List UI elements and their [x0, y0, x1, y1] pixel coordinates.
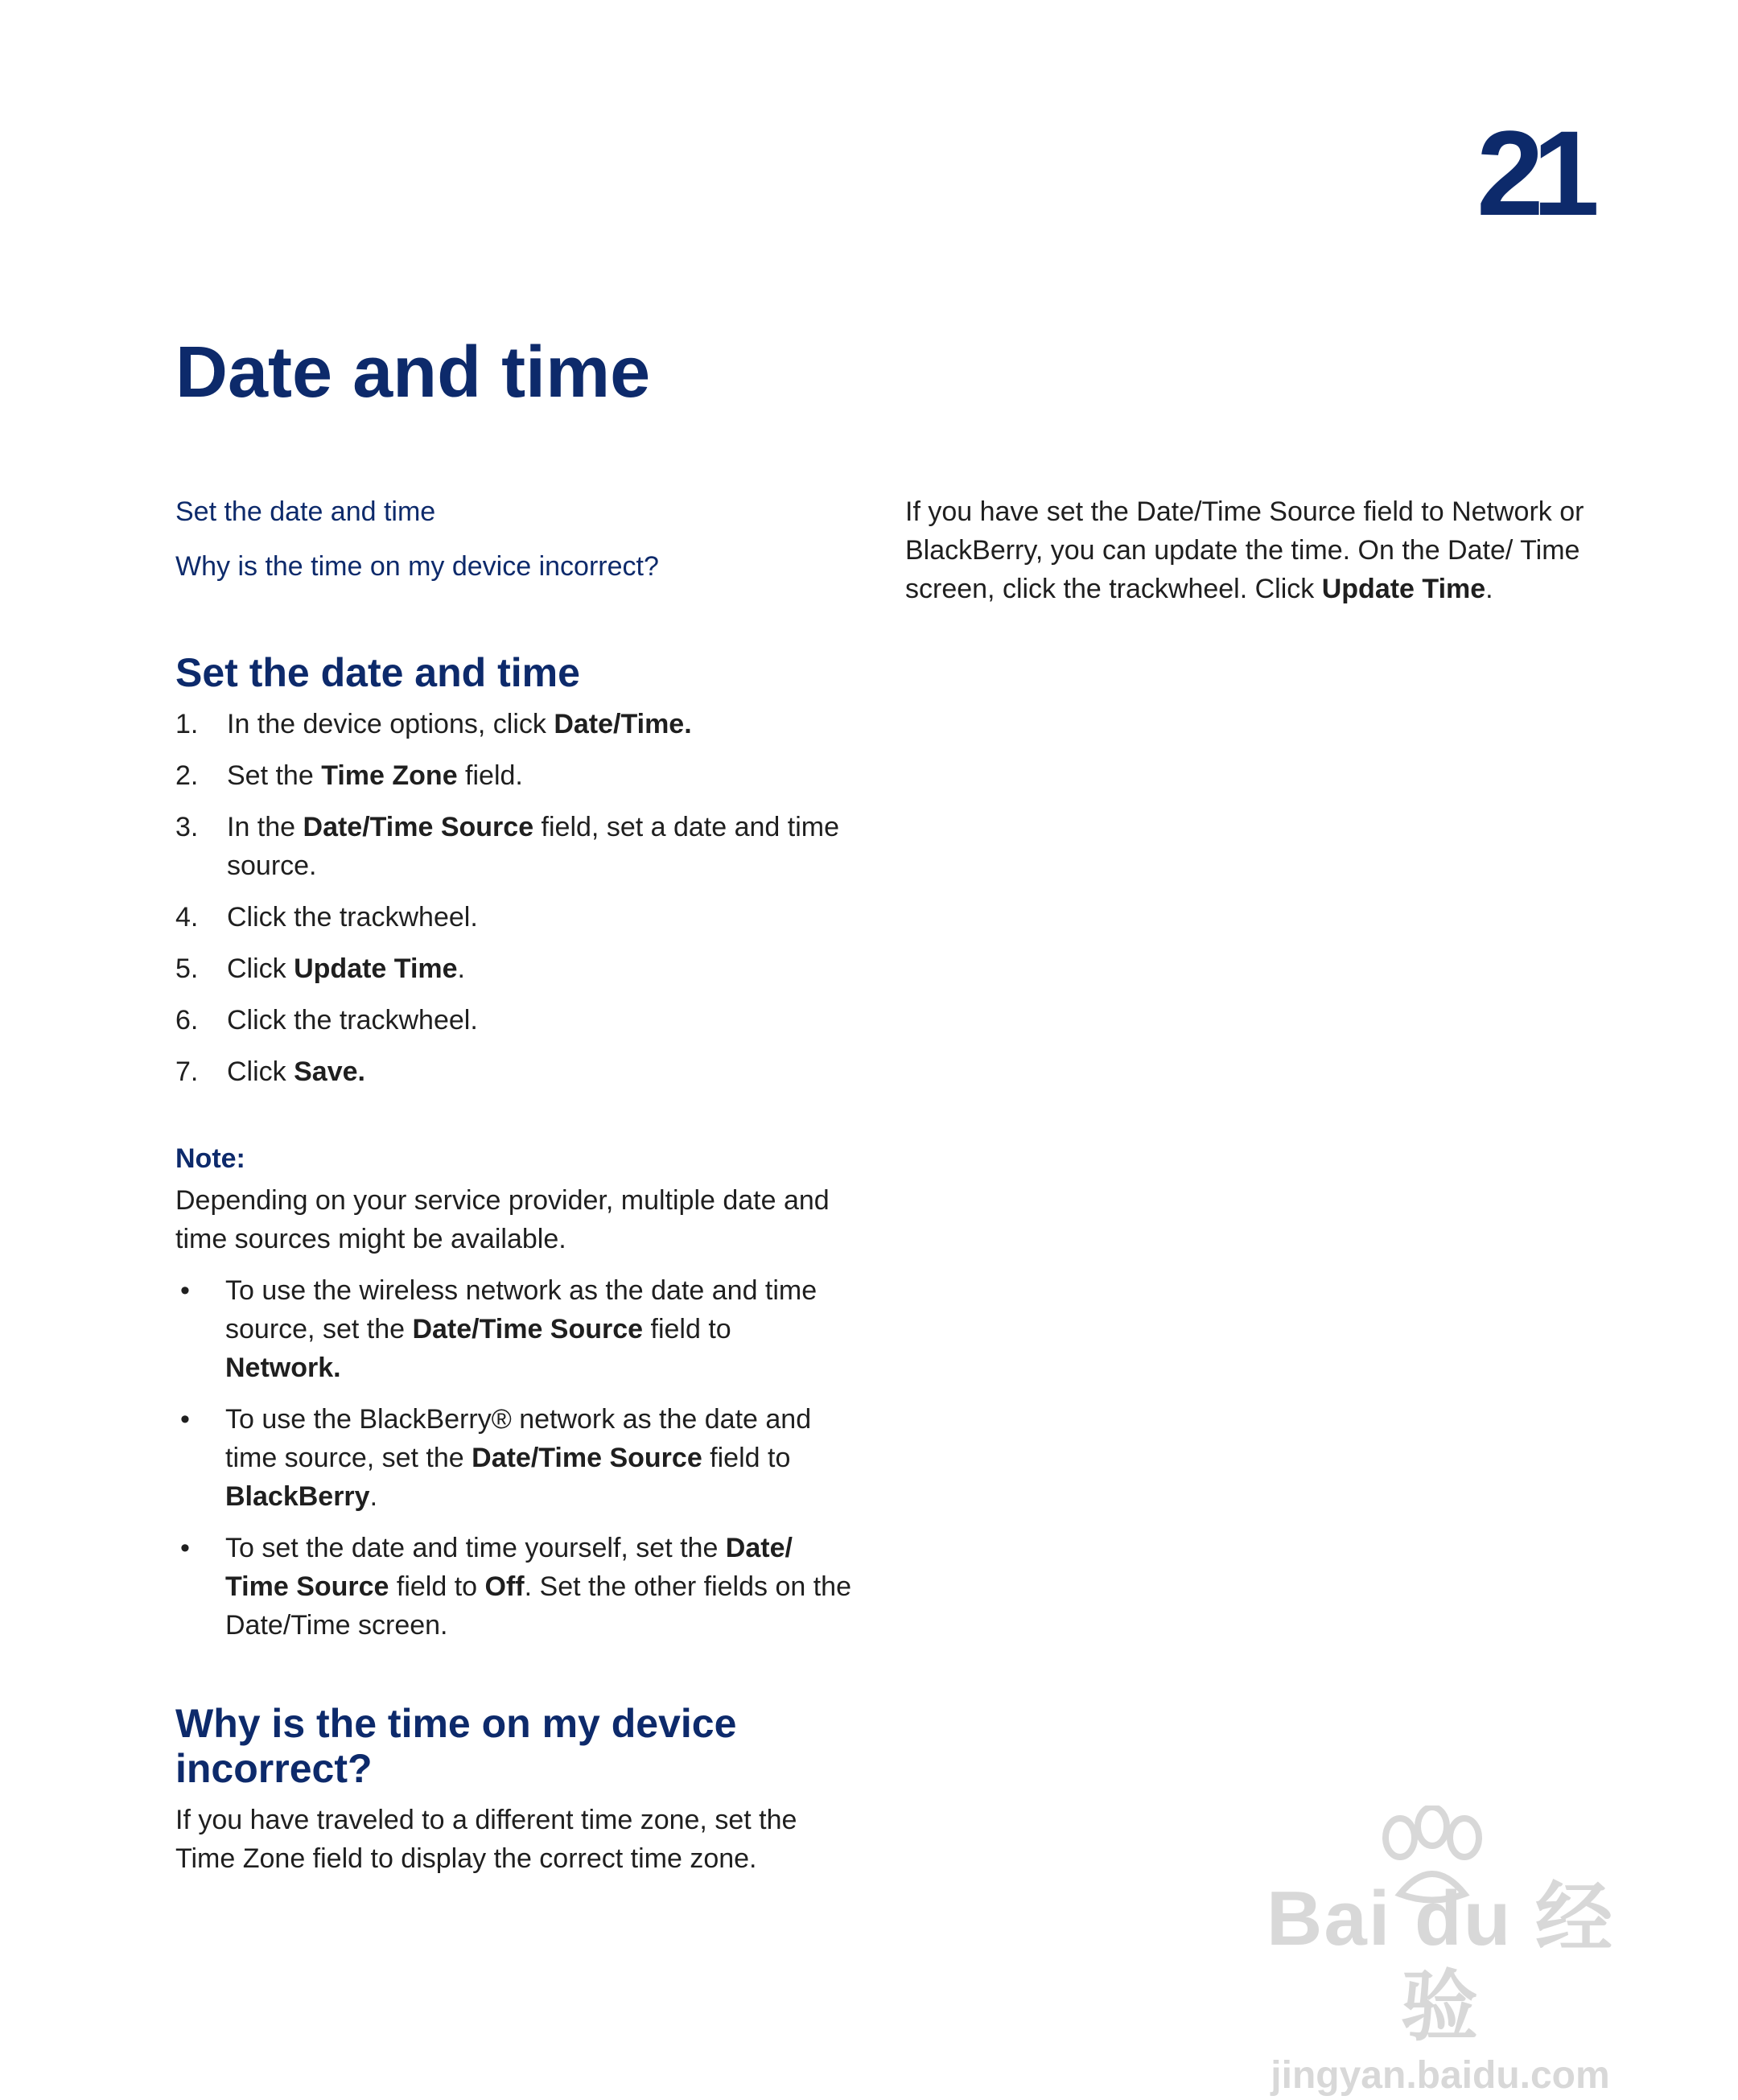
watermark-brand: Bai du 经验 [1266, 1876, 1614, 2050]
toc-link-set-date-time[interactable]: Set the date and time [175, 496, 436, 527]
watermark-url: jingyan.baidu.com [1271, 2054, 1610, 2097]
note-label: Note: [175, 1143, 245, 1174]
time-incorrect-body: If you have traveled to a different time zone, set the Time Zone field to display the correct time zone. [175, 1805, 797, 1874]
section-heading-time-incorrect: Why is the time on my device incorrect? [175, 1701, 737, 1791]
page-title: Date and time [175, 332, 651, 413]
baidu-watermark [1239, 1826, 1641, 2097]
steps-list [175, 705, 851, 1091]
toc-link-time-incorrect[interactable]: Why is the time on my device incorrect? [175, 551, 659, 582]
table-of-contents [175, 492, 851, 586]
right-column [905, 492, 1589, 608]
list-item: • To use the BlackBerry® network as the date and time source, set the Date/Time Source field to BlackBerry. [180, 1404, 812, 1512]
left-column [175, 492, 851, 1878]
bullet-list [175, 1271, 851, 1645]
list-item: 2. Set the Time Zone field. [175, 760, 523, 791]
list-item: 4. Click the trackwheel. [175, 902, 478, 933]
section-heading-set-date-time: Set the date and time [175, 650, 580, 695]
list-item: • To use the wireless network as the date and time source, set the Date/Time Source field to Network. [180, 1275, 818, 1383]
list-item: 6. Click the trackwheel. [175, 1005, 478, 1036]
list-item: 7. Click Save. [175, 1056, 365, 1087]
paw-icon [1368, 1806, 1497, 1910]
list-item: • To set the date and time yourself, set the Date/ Time Source field to Off. Set the other fields on the Date/Time screen. [180, 1533, 851, 1641]
list-item: 5. Click Update Time. [175, 953, 465, 984]
list-item: 1. In the device options, click Date/Time. [175, 709, 692, 739]
list-item: 3. In the Date/Time Source field, set a date and time source. [175, 812, 840, 881]
update-time-paragraph: If you have set the Date/Time Source field to Network or BlackBerry, you can update the time. On the Date/ Time screen, click the trackwheel. Click Update Time. [905, 496, 1584, 604]
chapter-number: 21 [1476, 105, 1588, 241]
note-text: Depending on your service provider, multiple date and time sources might be available. [175, 1185, 830, 1254]
